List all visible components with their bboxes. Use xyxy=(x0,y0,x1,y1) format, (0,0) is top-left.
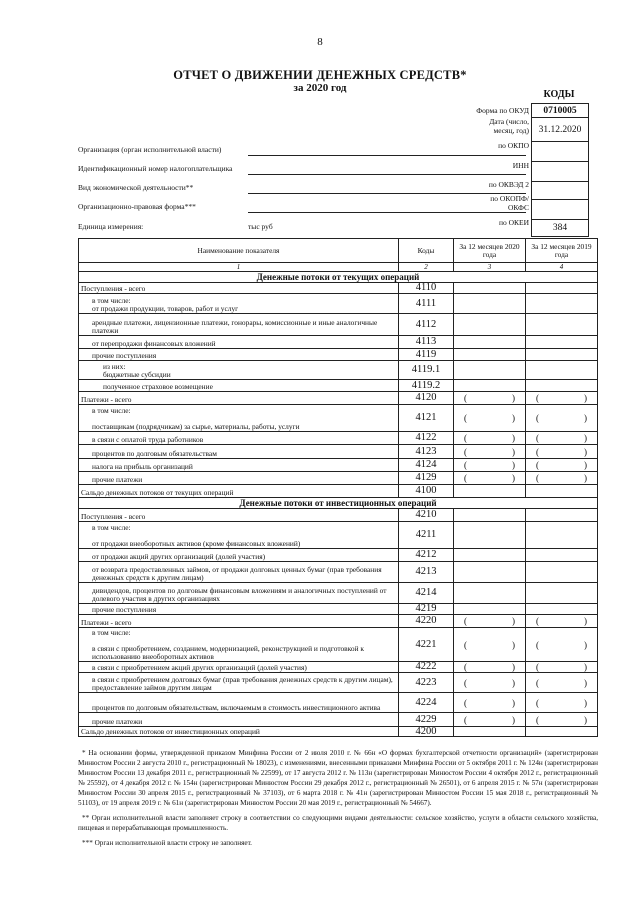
row-label: арендные платежи, лицензионные платежи, гонорары, комиссионные и иные аналогичные платежи xyxy=(79,314,399,336)
close-paren: ) xyxy=(584,413,587,423)
close-paren: ) xyxy=(584,446,587,457)
okved-label: по ОКВЭД 2 xyxy=(488,180,529,189)
value-prior-cell xyxy=(526,349,598,361)
table-row xyxy=(79,380,598,392)
row-label: прочие платежи xyxy=(79,713,399,727)
open-paren: ( xyxy=(536,473,539,483)
close-paren: ) xyxy=(584,639,587,650)
parentheses xyxy=(526,448,597,456)
close-paren: ) xyxy=(512,616,515,626)
close-paren: ) xyxy=(512,413,515,423)
value-prior-cell xyxy=(526,509,598,522)
table-row xyxy=(79,432,598,445)
value-current-cell xyxy=(454,314,526,336)
table-row xyxy=(79,615,598,628)
row-label: дивидендов, процентов по долговым финансовым вложениям и аналогичных поступлений от долевого участия в других организациях xyxy=(79,583,399,604)
legal-form-label: Организационно-правовая форма*** xyxy=(78,202,196,211)
close-paren: ) xyxy=(512,446,515,457)
open-paren: ( xyxy=(464,433,467,443)
org-label: Организация (орган исполнительной власти) xyxy=(78,145,222,154)
report-date: 31.12.2020 xyxy=(532,118,588,142)
report-title: ОТЧЕТ О ДВИЖЕНИИ ДЕНЕЖНЫХ СРЕДСТВ* xyxy=(173,68,467,82)
page-number: 8 xyxy=(317,36,323,48)
value-current-cell xyxy=(454,562,526,583)
value-prior-cell xyxy=(526,405,598,432)
value-prior-cell xyxy=(526,673,598,693)
header-period-prior: За 12 месяцев 2019 года xyxy=(526,239,598,263)
value-prior-cell xyxy=(526,472,598,485)
value-current-cell xyxy=(454,509,526,522)
cashflow-table xyxy=(78,238,598,737)
row-label: Поступления - всего xyxy=(79,509,399,522)
row-code: 4110 xyxy=(399,283,454,294)
close-paren: ) xyxy=(512,662,515,672)
table-row xyxy=(79,549,598,562)
column-number-row xyxy=(79,263,598,272)
row-label: Поступления - всего xyxy=(79,283,399,294)
parentheses xyxy=(454,716,525,724)
value-prior-cell xyxy=(526,562,598,583)
section-title: Денежные потоки от текущих операций xyxy=(79,272,598,283)
row-code: 4129 xyxy=(399,472,454,485)
open-paren: ( xyxy=(536,714,539,725)
table-row xyxy=(79,727,598,737)
inn-line xyxy=(248,174,526,175)
parentheses xyxy=(454,434,525,442)
close-paren: ) xyxy=(512,677,515,688)
table-row xyxy=(79,522,598,549)
value-current-cell xyxy=(454,405,526,432)
value-current-cell xyxy=(454,472,526,485)
close-paren: ) xyxy=(584,714,587,725)
row-label: в том числе: поставщикам (подрядчикам) за сырье, материалы, работы, услуги xyxy=(79,405,399,432)
open-paren: ( xyxy=(464,413,467,423)
close-paren: ) xyxy=(584,393,587,403)
inn-label: Идентификационный номер налогоплательщика xyxy=(78,164,233,173)
table-row xyxy=(79,405,598,432)
table-row xyxy=(79,604,598,615)
parentheses xyxy=(454,394,525,402)
open-paren: ( xyxy=(464,697,467,708)
row-label: прочие платежи xyxy=(79,472,399,485)
open-paren: ( xyxy=(464,393,467,403)
row-label: процентов по долговым обязательствам, включаемым в стоимость инвестиционного актива xyxy=(79,693,399,713)
row-code: 4120 xyxy=(399,392,454,405)
row-code: 4221 xyxy=(399,628,454,662)
parentheses xyxy=(454,641,525,649)
open-paren: ( xyxy=(536,393,539,403)
row-code: 4119.1 xyxy=(399,361,454,380)
table-row xyxy=(79,314,598,336)
row-label: Платежи - всего xyxy=(79,615,399,628)
value-current-cell xyxy=(454,485,526,498)
close-paren: ) xyxy=(584,697,587,708)
value-prior-cell xyxy=(526,392,598,405)
table-row xyxy=(79,336,598,349)
table-row xyxy=(79,283,598,294)
close-paren: ) xyxy=(584,473,587,483)
open-paren: ( xyxy=(536,446,539,457)
value-prior-cell xyxy=(526,628,598,662)
row-label: Сальдо денежных потоков от инвестиционных операций xyxy=(79,727,399,737)
value-current-cell xyxy=(454,380,526,392)
col-num-3: 3 xyxy=(454,263,526,272)
open-paren: ( xyxy=(464,677,467,688)
value-prior-cell xyxy=(526,522,598,549)
parentheses xyxy=(526,461,597,469)
row-label: Сальдо денежных потоков от текущих операций xyxy=(79,485,399,498)
header-name: Наименование показателя xyxy=(79,239,399,263)
value-prior-cell xyxy=(526,693,598,713)
open-paren: ( xyxy=(464,446,467,457)
footnote-2: ** Орган исполнительной власти заполняет строку в соответствии со следующими видами деятельности: сельское хозяйство, услуги в области сельского хозяйства, пищевая и перерабатывающая промышленность. xyxy=(78,814,598,832)
open-paren: ( xyxy=(536,616,539,626)
row-code: 4122 xyxy=(399,432,454,445)
parentheses xyxy=(454,461,525,469)
row-code: 4124 xyxy=(399,459,454,472)
value-prior-cell xyxy=(526,713,598,727)
value-prior-cell xyxy=(526,549,598,562)
value-current-cell xyxy=(454,583,526,604)
parentheses xyxy=(454,617,525,625)
footnote-3: *** Орган исполнительной власти строку не заполняет. xyxy=(82,839,252,847)
open-paren: ( xyxy=(464,616,467,626)
value-current-cell xyxy=(454,673,526,693)
codes-header: КОДЫ xyxy=(543,89,575,100)
table-row xyxy=(79,294,598,314)
okei-code: 384 xyxy=(552,223,568,233)
table-row xyxy=(79,459,598,472)
open-paren: ( xyxy=(536,639,539,650)
value-current-cell xyxy=(454,445,526,459)
row-code: 4200 xyxy=(399,727,454,737)
date-label: Дата (число, месяц, год) xyxy=(489,117,529,135)
close-paren: ) xyxy=(584,433,587,443)
open-paren: ( xyxy=(536,662,539,672)
activity-line xyxy=(248,193,526,194)
value-prior-cell xyxy=(526,604,598,615)
close-paren: ) xyxy=(584,677,587,688)
parentheses xyxy=(526,474,597,482)
table-row xyxy=(79,713,598,727)
value-current-cell xyxy=(454,549,526,562)
row-code: 4112 xyxy=(399,314,454,336)
table-row xyxy=(79,392,598,405)
value-prior-cell xyxy=(526,380,598,392)
row-label: прочие поступления xyxy=(79,349,399,361)
row-label: полученное страховое возмещение xyxy=(79,380,399,392)
parentheses xyxy=(526,434,597,442)
row-label: в том числе: от продажи продукции, товаров, работ и услуг xyxy=(79,294,399,314)
row-code: 4220 xyxy=(399,615,454,628)
okopf-label: по ОКОПФ/ОКФС xyxy=(490,194,529,212)
section-header-row xyxy=(79,272,598,283)
parentheses xyxy=(526,394,597,402)
value-prior-cell xyxy=(526,283,598,294)
parentheses xyxy=(526,679,597,687)
activity-label: Вид экономической деятельности** xyxy=(78,183,194,192)
row-code: 4214 xyxy=(399,583,454,604)
close-paren: ) xyxy=(512,473,515,483)
value-prior-cell xyxy=(526,459,598,472)
okpo-label: по ОКПО xyxy=(498,141,529,150)
okei-label: по ОКЕИ xyxy=(498,218,529,227)
header-code: Коды xyxy=(399,239,454,263)
parentheses xyxy=(454,448,525,456)
row-code: 4219 xyxy=(399,604,454,615)
row-code: 4113 xyxy=(399,336,454,349)
parentheses xyxy=(454,474,525,482)
parentheses xyxy=(526,716,597,724)
parentheses xyxy=(526,414,597,422)
close-paren: ) xyxy=(584,616,587,626)
open-paren: ( xyxy=(464,473,467,483)
value-current-cell xyxy=(454,294,526,314)
inn-code-label: ИНН xyxy=(512,161,529,170)
table-row xyxy=(79,662,598,673)
row-label: налога на прибыль организаций xyxy=(79,459,399,472)
okud-code: 0710005 xyxy=(532,104,588,118)
open-paren: ( xyxy=(536,460,539,470)
report-period: за 2020 год xyxy=(293,82,347,94)
codes-box xyxy=(531,103,589,237)
row-label: в связи с оплатой труда работников xyxy=(79,432,399,445)
header-period-current: За 12 месяцев 2020 года xyxy=(454,239,526,263)
row-label: от возврата предоставленных займов, от продажи долговых ценных бумаг (прав требования денежных средств к другим лицам) xyxy=(79,562,399,583)
close-paren: ) xyxy=(512,697,515,708)
row-label: Платежи - всего xyxy=(79,392,399,405)
row-code: 4213 xyxy=(399,562,454,583)
inn-code xyxy=(532,162,588,182)
close-paren: ) xyxy=(584,662,587,672)
table-row xyxy=(79,485,598,498)
parentheses xyxy=(526,663,597,671)
close-paren: ) xyxy=(512,393,515,403)
row-label: прочие поступления xyxy=(79,604,399,615)
parentheses xyxy=(526,641,597,649)
org-line xyxy=(248,155,526,156)
col-num-1: 1 xyxy=(79,263,399,272)
row-label: в связи с приобретением акций других организаций (долей участия) xyxy=(79,662,399,673)
parentheses xyxy=(526,699,597,707)
value-prior-cell xyxy=(526,583,598,604)
row-label: от перепродажи финансовых вложений xyxy=(79,336,399,349)
table-row xyxy=(79,472,598,485)
row-label: от продажи акций других организаций (долей участия) xyxy=(79,549,399,562)
table-row xyxy=(79,349,598,361)
open-paren: ( xyxy=(536,677,539,688)
row-code: 4223 xyxy=(399,673,454,693)
row-code: 4210 xyxy=(399,509,454,522)
value-current-cell xyxy=(454,693,526,713)
table-row xyxy=(79,509,598,522)
section-header-row xyxy=(79,498,598,509)
okpo-code xyxy=(532,142,588,162)
row-code: 4212 xyxy=(399,549,454,562)
value-current-cell xyxy=(454,361,526,380)
table-row xyxy=(79,445,598,459)
value-prior-cell xyxy=(526,336,598,349)
row-code: 4222 xyxy=(399,662,454,673)
row-label: в том числе: в связи с приобретением, созданием, модернизацией, реконструкцией и подготовкой к использованию внеоборотных активов xyxy=(79,628,399,662)
close-paren: ) xyxy=(512,639,515,650)
legal-form-line xyxy=(248,212,526,213)
open-paren: ( xyxy=(464,662,467,672)
table-row xyxy=(79,361,598,380)
row-code: 4119.2 xyxy=(399,380,454,392)
value-current-cell xyxy=(454,392,526,405)
parentheses xyxy=(454,699,525,707)
value-current-cell xyxy=(454,522,526,549)
unit-label: Единица измерения: xyxy=(78,222,144,231)
table-row xyxy=(79,628,598,662)
row-code: 4211 xyxy=(399,522,454,549)
value-current-cell xyxy=(454,336,526,349)
table-header-row xyxy=(79,239,598,263)
row-code: 4224 xyxy=(399,693,454,713)
close-paren: ) xyxy=(512,460,515,470)
parentheses xyxy=(454,663,525,671)
section-title: Денежные потоки от инвестиционных операций xyxy=(79,498,598,509)
value-prior-cell xyxy=(526,361,598,380)
value-prior-cell xyxy=(526,727,598,737)
value-current-cell xyxy=(454,459,526,472)
row-label: из них: бюджетные субсидии xyxy=(79,361,399,380)
footnotes xyxy=(78,748,598,853)
value-current-cell xyxy=(454,604,526,615)
value-prior-cell xyxy=(526,432,598,445)
value-prior-cell xyxy=(526,662,598,673)
open-paren: ( xyxy=(464,639,467,650)
close-paren: ) xyxy=(584,460,587,470)
col-num-2: 2 xyxy=(399,263,454,272)
value-prior-cell xyxy=(526,294,598,314)
unit-value: тыс руб xyxy=(248,222,273,231)
row-code: 4111 xyxy=(399,294,454,314)
value-prior-cell xyxy=(526,485,598,498)
close-paren: ) xyxy=(512,714,515,725)
okved-code xyxy=(532,182,588,200)
value-current-cell xyxy=(454,283,526,294)
open-paren: ( xyxy=(536,433,539,443)
parentheses xyxy=(454,679,525,687)
row-code: 4229 xyxy=(399,713,454,727)
parentheses xyxy=(454,414,525,422)
row-label: в связи с приобретением долговых бумаг (прав требования денежных средств к другим лицам), предоставление займов другим лицам xyxy=(79,673,399,693)
row-code: 4121 xyxy=(399,405,454,432)
row-label: процентов по долговым обязательствам xyxy=(79,445,399,459)
row-code: 4119 xyxy=(399,349,454,361)
parentheses xyxy=(526,617,597,625)
close-paren: ) xyxy=(512,433,515,443)
open-paren: ( xyxy=(536,413,539,423)
open-paren: ( xyxy=(536,697,539,708)
table-row xyxy=(79,583,598,604)
value-prior-cell xyxy=(526,314,598,336)
value-current-cell xyxy=(454,662,526,673)
value-current-cell xyxy=(454,713,526,727)
value-current-cell xyxy=(454,432,526,445)
value-current-cell xyxy=(454,615,526,628)
row-label: в том числе: от продажи внеоборотных активов (кроме финансовых вложений) xyxy=(79,522,399,549)
row-code: 4100 xyxy=(399,485,454,498)
value-current-cell xyxy=(454,349,526,361)
col-num-4: 4 xyxy=(526,263,598,272)
value-current-cell xyxy=(454,628,526,662)
row-code: 4123 xyxy=(399,445,454,459)
table-row xyxy=(79,562,598,583)
open-paren: ( xyxy=(464,460,467,470)
value-prior-cell xyxy=(526,615,598,628)
open-paren: ( xyxy=(464,714,467,725)
okopf-code xyxy=(532,200,588,220)
footnote-1: * На основании формы, утвержденной приказом Минфина России от 2 июля 2010 г. № 66н «О формах бухгалтерской отчетности организаций» (зарегистрирован Минюстом России 2 августа 2010 г., регистрационный № 18023), с изменениями, внесенными приказами Минфина России от 5 октября 2011 г. № 124н (зарегистрирован Минюстом России 13 декабря 2011 г., регистрационный № 22599), от 17 августа 2012 г. № 113н (зарегистрирован Минюстом России 4 октября 2012 г., регистрационный № 25592), от 4 декабря 2012 г. № 154н (зарегистрирован Минюстом России 29 декабря 2012 г., регистрационный № 26501), от 6 апреля 2015 г. № 57н (зарегистрирован Минюстом России 30 апреля 2015 г., регистрационный № 37103), от 6 марта 2018 г. № 41н (зарегистрирован Минюстом России 15 мая 2018 г., регистрационный № 51103), от 19 апреля 2019 г. № 61н (зарегистрирован Минюстом России 20 мая 2019 г., регистрационный № 54667). xyxy=(78,749,598,807)
value-prior-cell xyxy=(526,445,598,459)
table-row xyxy=(79,673,598,693)
okud-label: Форма по ОКУД xyxy=(476,106,529,115)
table-row xyxy=(79,693,598,713)
value-current-cell xyxy=(454,727,526,737)
